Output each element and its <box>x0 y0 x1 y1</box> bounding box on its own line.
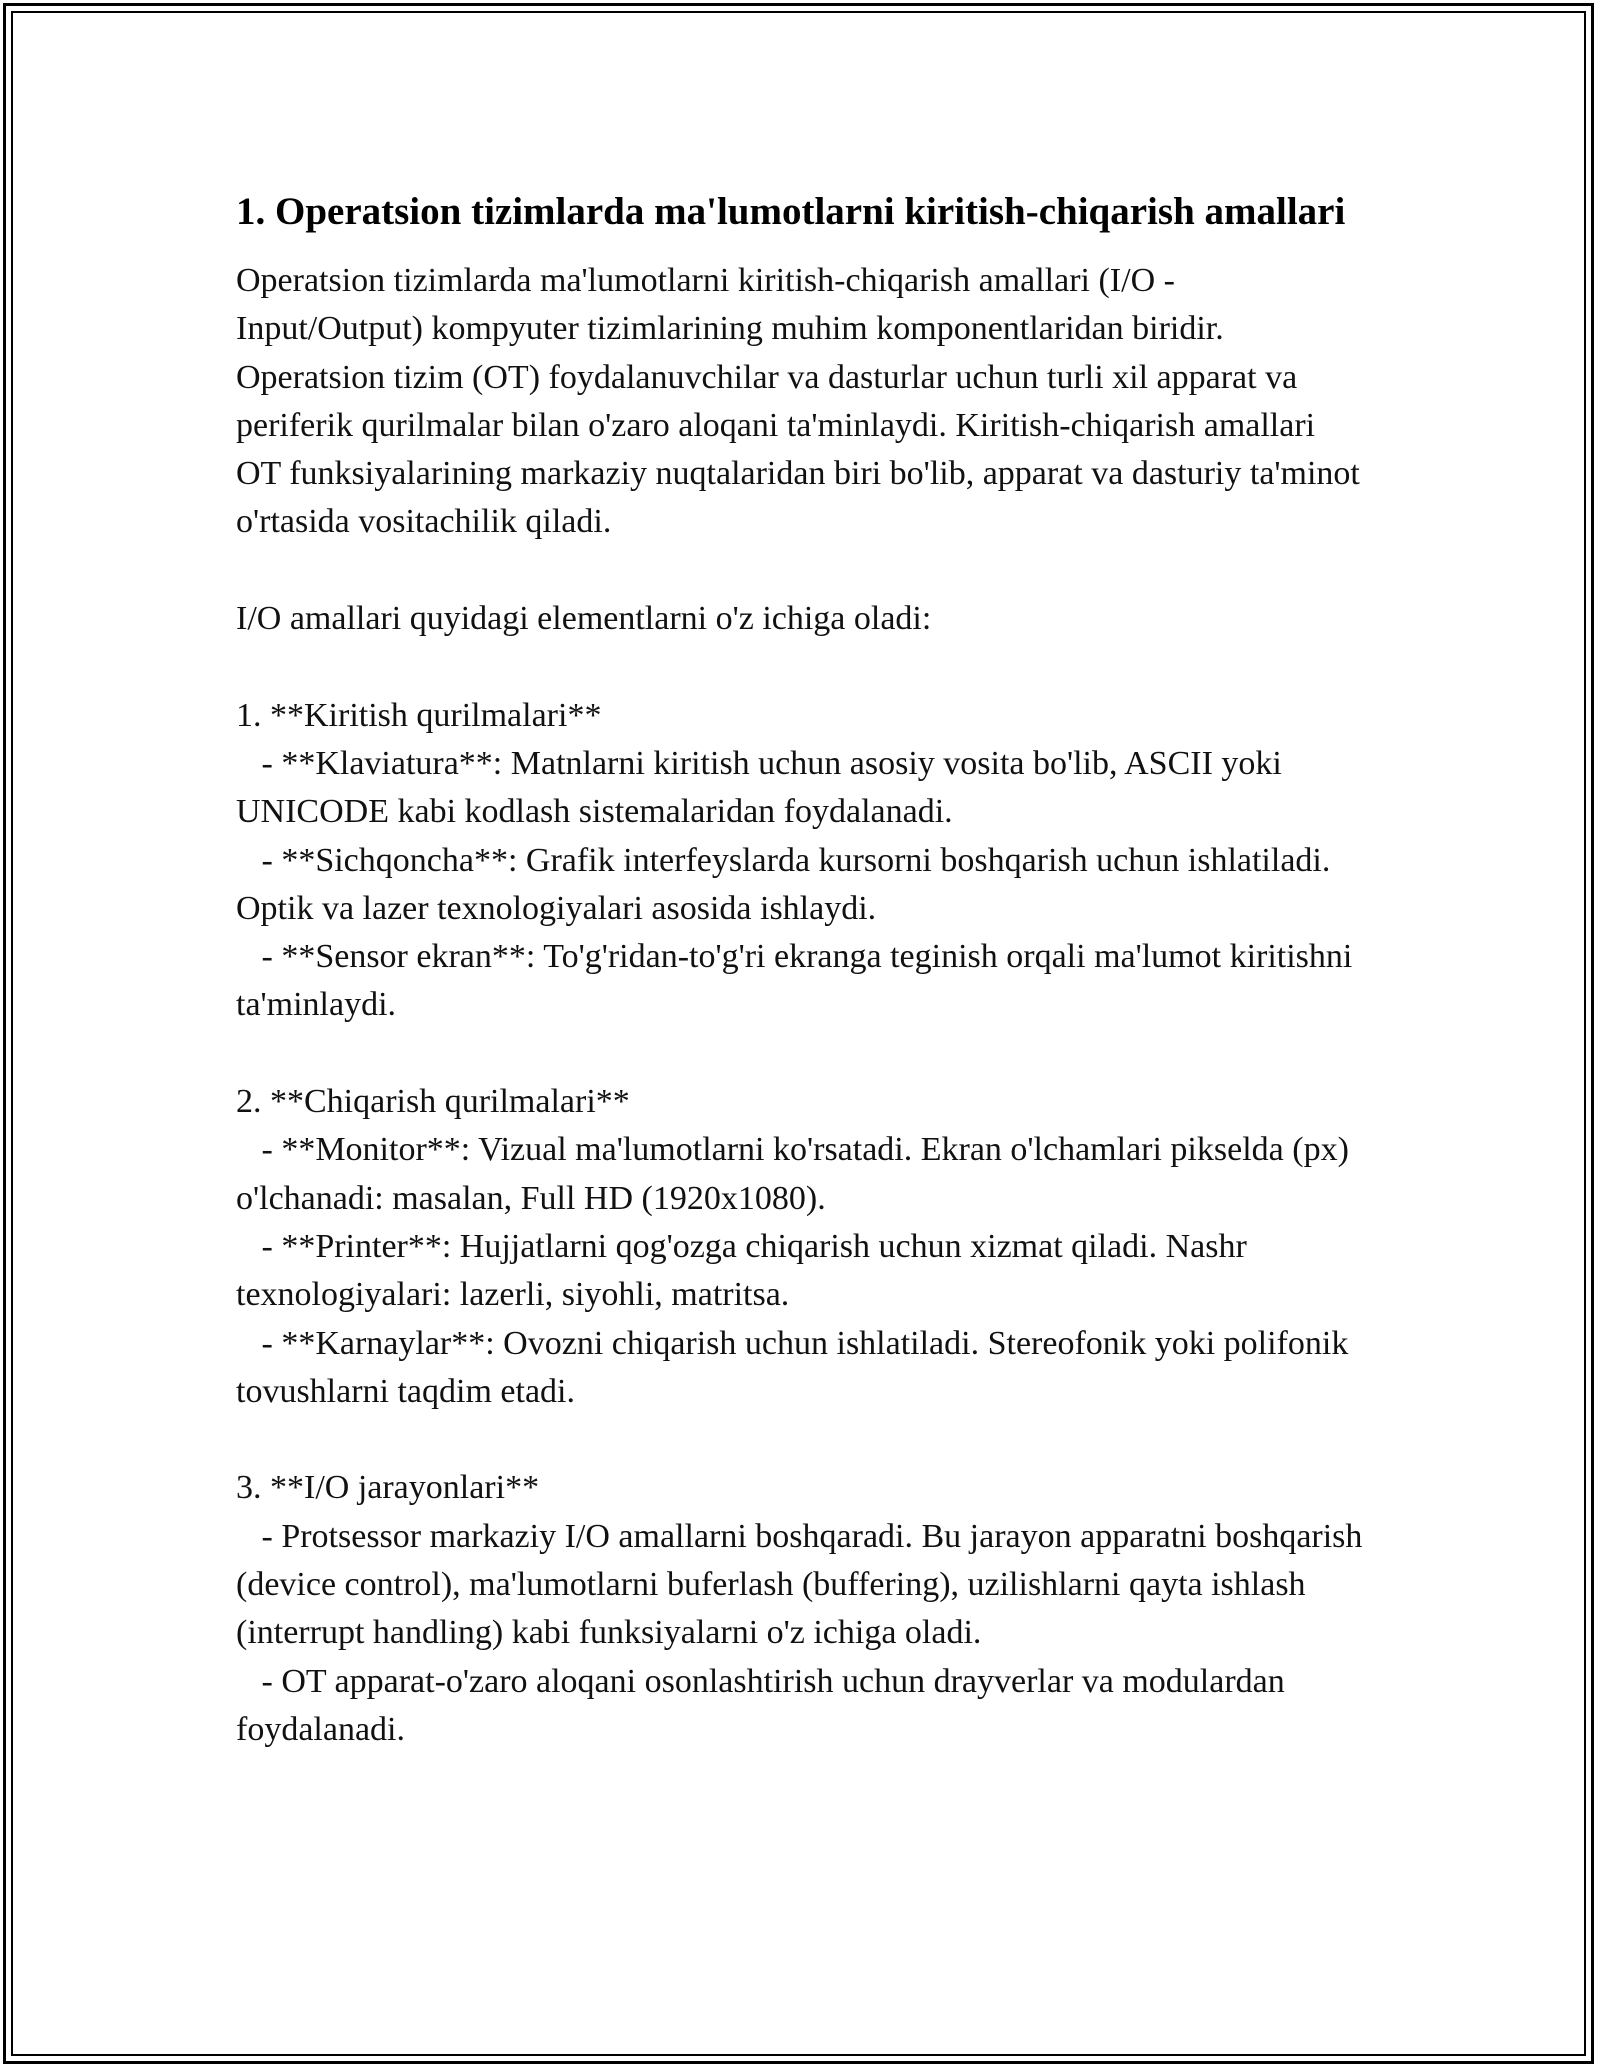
paragraph-gap <box>236 547 1366 595</box>
paragraph-gap <box>236 1030 1366 1078</box>
list-item: - **Sensor ekran**: To'g'ridan-to'g'ri ekranga teginish orqali ma'lumot kiritishni ta'minlaydi. <box>236 938 1361 1024</box>
section-heading: 2. **Chiqarish qurilmalari** <box>236 1083 630 1121</box>
list-item: - Protsessor markaziy I/O amallarni boshqaradi. Bu jarayon apparatni boshqarish (device control), ma'lumotlarni buferlash (buffering), uzilishlarni qayta ishlash (interrupt handling) kabi funksiyalarni o'z ichiga oladi. <box>236 1517 1371 1652</box>
paragraph-gap <box>236 1416 1366 1464</box>
paragraph-gap <box>236 643 1366 691</box>
intro-paragraph: Operatsion tizimlarda ma'lumotlarni kiritish-chiqarish amallari (I/O - Input/Output) kompyuter tizimlarining muhim komponentlaridan biridir. Operatsion tizim (OT) foydalanuvchilar va dasturlar uchun turli xil apparat va periferik qurilmalar bilan o'zaro aloqani ta'minlaydi. Kiritish-chiqarish amallari OT funksiyalarining markaziy nuqtalaridan biri bo'lib, apparat va dasturiy ta'minot o'rtasida vositachilik qiladi. <box>236 262 1369 541</box>
document-body <box>236 184 1371 1754</box>
section-io-processes <box>236 1464 1371 1754</box>
document-title: 1. Operatsion tizimlarda ma'lumotlarni kiritish-chiqarish amallari <box>236 190 1346 233</box>
section-heading: 3. **I/O jarayonlari** <box>236 1469 540 1507</box>
section-output-devices <box>236 1078 1366 1416</box>
list-item: - **Printer**: Hujjatlarni qog'ozga chiqarish uchun xizmat qiladi. Nashr texnologiyalari: lazerli, siyohli, matritsa. <box>236 1227 1256 1314</box>
list-item: - OT apparat-o'zaro aloqani osonlashtirish uchun drayverlar va modulardan foydalanadi. <box>236 1662 1294 1748</box>
list-item: - **Karnaylar**: Ovozni chiqarish uchun ishlatiladi. Stereofonik yoki polifonik tovushlarni taqdim etadi. <box>236 1324 1357 1410</box>
list-item: - **Klaviatura**: Matnlarni kiritish uchun asosiy vosita bo'lib, ASCII yoki UNICODE kabi kodlash sistemalaridan foydalanadi. <box>236 744 1291 831</box>
list-item: - **Sichqoncha**: Grafik interfeyslarda kursorni boshqarish uchun ishlatiladi. Optik va lazer texnologiyalari asosida ishlaydi. <box>236 841 1339 927</box>
section-heading: 1. **Kiritish qurilmalari** <box>236 696 602 734</box>
section-input-devices <box>236 692 1366 1030</box>
lead-in-paragraph: I/O amallari quyidagi elementlarni o'z ichiga oladi: <box>236 600 932 638</box>
list-item: - **Monitor**: Vizual ma'lumotlarni ko'rsatadi. Ekran o'lchamlari pikselda (px) o'lchanadi: masalan, Full HD (1920x1080). <box>236 1131 1358 1217</box>
